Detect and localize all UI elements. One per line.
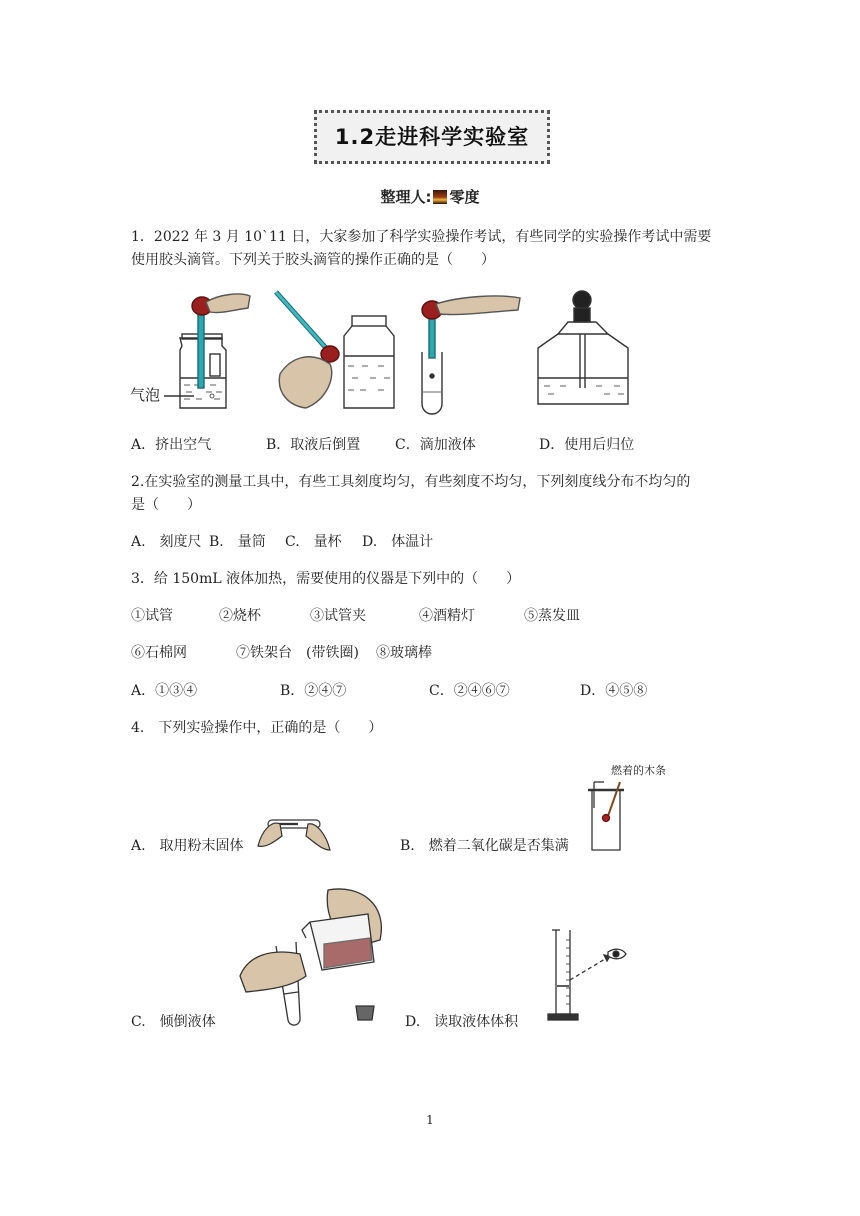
author-avatar-icon <box>433 190 447 204</box>
q2-stem-line1: 2.在实验室的测量工具中，有些工具刻度均匀，有些刻度不均匀，下列刻度线分布不均匀的 <box>131 474 691 490</box>
q1-option-d: D．使用后归位 <box>539 437 635 453</box>
q1-bottle <box>344 316 394 408</box>
q3-item-5: ⑤蒸发皿 <box>524 608 580 624</box>
q1-option-b: B．取液后倒置 <box>266 437 361 453</box>
q4-figure-a <box>254 806 334 854</box>
q3-item-8: ⑧玻璃棒 <box>376 645 432 661</box>
title-box <box>314 110 550 164</box>
q2-option-a: A. 刻度尺 <box>131 534 202 550</box>
q4-option-d: D. 读取液体体积 <box>405 1014 519 1030</box>
q1-dropper-figures <box>130 288 640 418</box>
author-name: 零度 <box>449 188 480 206</box>
q3-option-d: D．④⑤⑧ <box>580 683 648 699</box>
q4-figure-b <box>584 778 634 852</box>
q4-figure-d <box>546 926 636 1026</box>
q4-option-a: A. 取用粉末固体 <box>131 838 244 854</box>
q3-item-2: ②烧杯 <box>219 608 261 624</box>
q1-bubble-label: 气泡 <box>130 386 161 404</box>
q3-item-4: ④酒精灯 <box>419 608 475 624</box>
q2-option-c: C. 量杯 <box>285 534 342 550</box>
q2-stem-line2: 是（ ） <box>131 497 201 513</box>
q3-item-6: ⑥石棉网 <box>131 645 187 661</box>
q3-item-7: ⑦铁架台 (带铁圈) <box>236 645 359 661</box>
author-label: 整理人: <box>380 188 432 206</box>
q1-figure-c <box>422 296 520 414</box>
q3-item-1: ①试管 <box>131 608 173 624</box>
q3-option-b: B．②④⑦ <box>280 683 347 699</box>
q2-option-b: B. 量筒 <box>209 534 266 550</box>
q3-option-c: C．②④⑥⑦ <box>429 683 510 699</box>
q1-figure-d <box>538 291 628 404</box>
q3-item-3: ③试管夹 <box>310 608 366 624</box>
q1-figure-b <box>276 292 339 408</box>
q1-figure-a <box>164 294 250 408</box>
q4-stem: 4. 下列实验操作中，正确的是（ ） <box>131 720 383 736</box>
page-title: 1.2走进科学实验室 <box>334 125 530 149</box>
q4-figure-c <box>240 884 390 1024</box>
q1-option-a: A．挤出空气 <box>131 437 212 453</box>
page-number: 1 <box>426 1113 434 1127</box>
q4-figure-b-label: 燃着的木条 <box>611 764 666 777</box>
q1-stem-line2: 使用胶头滴管。下列关于胶头滴管的操作正确的是（ ） <box>131 252 495 268</box>
q3-stem: 3．给 150mL 液体加热，需要使用的仪器是下列中的（ ） <box>131 571 521 587</box>
author-line <box>0 186 860 207</box>
q4-option-c: C. 倾倒液体 <box>131 1014 216 1030</box>
q3-option-a: A．①③④ <box>131 683 198 699</box>
q2-option-d: D. 体温计 <box>362 534 434 550</box>
q1-option-c: C．滴加液体 <box>395 437 476 453</box>
q4-option-b: B. 燃着二氧化碳是否集满 <box>400 838 569 854</box>
q1-stem-line1: 1．2022 年 3 月 10`11 日，大家参加了科学实验操作考试，有些同学的实验操作考试中需要 <box>131 229 712 245</box>
